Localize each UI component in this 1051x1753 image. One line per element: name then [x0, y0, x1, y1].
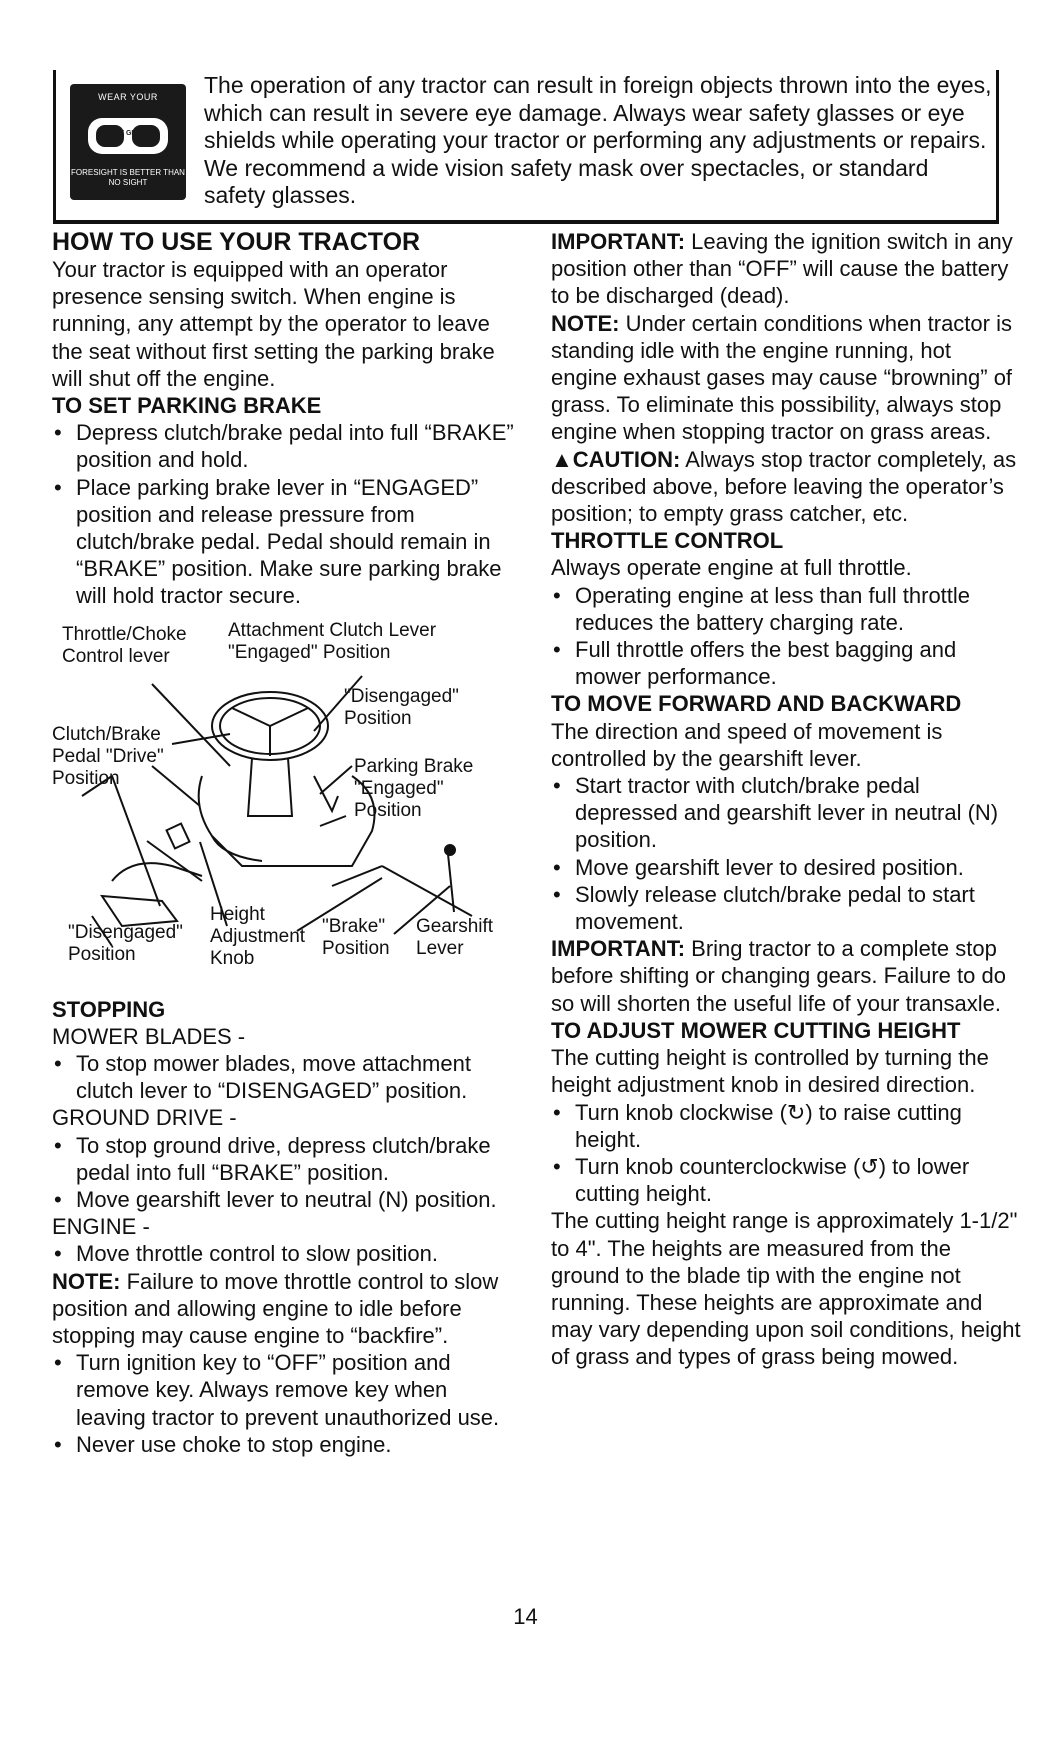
note-text: Under certain conditions when tractor is standing idle with the engine running, hot engine exhaust gases may cause “browning” of grass. To eliminate this possibility, always stop engine when stopping tractor on grass areas.: [551, 310, 1013, 445]
intro-paragraph: Your tractor is equipped with an operator presence sensing switch. When engine is running, any attempt by the operator to leave the seat without first setting the parking brake will shut off the engine.: [52, 257, 495, 391]
important-text: Leaving the ignition switch in any position other than “OFF” will cause the battery to be discharged (dead).: [551, 229, 1013, 309]
move-text: The direction and speed of movement is controlled by the gearshift lever.: [551, 718, 943, 771]
important-label: IMPORTANT:: [551, 229, 686, 254]
tractor-controls-diagram: [52, 616, 522, 994]
label-parking-brake: Parking Brake "Engaged" Position: [354, 755, 474, 821]
list-item: • Depress clutch/brake pedal into full “BRAKE” position and hold.: [52, 419, 522, 473]
list-item: • To stop ground drive, depress clutch/brake pedal into full “BRAKE” position.: [52, 1132, 522, 1186]
label-height-adjustment-knob: Height Adjustment Knob: [210, 903, 306, 969]
list-item: • Move throttle control to slow position.: [52, 1240, 522, 1267]
label-disengaged-left: "Disengaged" Position: [68, 921, 183, 965]
list-item: • Turn knob clockwise (↻) to raise cutting height.: [551, 1099, 1021, 1153]
section-title-how-to-use: HOW TO USE YOUR TRACTOR: [52, 228, 421, 256]
heading-stopping: STOPPING: [52, 996, 166, 1022]
note-label: NOTE:: [52, 1268, 121, 1294]
subheading-mower-blades: MOWER BLADES -: [52, 1023, 246, 1049]
icon-text-mid: SAFETY GLASSES: [96, 130, 160, 137]
list-item: • Turn ignition key to “OFF” position and remove key. Always remove key when leaving tractor to prevent unauthorized use.: [52, 1349, 522, 1431]
note-browning: [551, 310, 1021, 446]
subheading-ground-drive: GROUND DRIVE -: [52, 1105, 237, 1131]
label-brake-position: "Brake" Position: [322, 915, 390, 959]
caution-paragraph: [551, 446, 1021, 528]
list-item: • Start tractor with clutch/brake pedal depressed and gearshift lever in neutral (N) position.: [551, 772, 1021, 854]
left-column: [52, 228, 522, 1458]
safety-warning-text: The operation of any tractor can result in foreign objects thrown into the eyes, which can result in severe eye damage. Always wear safety glasses or eye shields while operating your tractor or performing any adjustments or repairs. We recommend a wide vision safety mask over spectacles, or standard safety glasses.: [204, 72, 992, 208]
list-item: • Move gearshift lever to neutral (N) position.: [52, 1186, 522, 1213]
heading-adjust-cutting-height: TO ADJUST MOWER CUTTING HEIGHT: [551, 1017, 961, 1043]
caution-icon: ▲: [551, 446, 573, 472]
heading-move-forward-backward: TO MOVE FORWARD AND BACKWARD: [551, 691, 962, 717]
note-label: NOTE:: [551, 310, 620, 336]
list-item: • Full throttle offers the best bagging and mower performance.: [551, 636, 1021, 690]
icon-text-top: WEAR YOUR: [98, 92, 158, 102]
note-text: Failure to move throttle control to slow position and allowing engine to idle before stopping may cause engine to “backfire”.: [52, 1268, 499, 1349]
adjust-text: The cutting height is controlled by turning the height adjustment knob in desired direction.: [551, 1045, 989, 1098]
label-clutch-brake-pedal: Clutch/Brake Pedal "Drive" Position: [52, 723, 164, 789]
range-text: The cutting height range is approximately 1-1/2" to 4". The heights are measured from the ground to the blade tip with the engine not running. These heights are approximate and may vary depending upon soil conditions, height of grass and types of grass being mowed.: [551, 1208, 1021, 1370]
list-item: • Slowly release clutch/brake pedal to start movement.: [551, 881, 1021, 935]
label-attachment-clutch: Attachment Clutch Lever "Engaged" Position: [228, 619, 437, 663]
caution-label: CAUTION:: [572, 446, 681, 472]
heading-parking-brake: TO SET PARKING BRAKE: [52, 393, 322, 419]
heading-throttle-control: THROTTLE CONTROL: [551, 528, 784, 554]
important-text: Bring tractor to a complete stop before shifting or changing gears. Failure to do so will shorten the useful life of your transaxle.: [551, 936, 1006, 1016]
list-item: • Never use choke to stop engine.: [52, 1431, 522, 1458]
list-item: • Move gearshift lever to desired position.: [551, 854, 1021, 881]
important-gears: [551, 935, 1021, 1017]
subheading-engine: ENGINE -: [52, 1214, 150, 1240]
throttle-text: Always operate engine at full throttle.: [551, 555, 912, 581]
page-number: 14: [513, 1604, 538, 1629]
safety-warning-box: [53, 70, 999, 224]
right-column: [551, 228, 1021, 1371]
important-label: IMPORTANT:: [551, 936, 686, 962]
safety-glasses-icon: [70, 84, 186, 200]
label-disengaged-right: "Disengaged" Position: [344, 685, 459, 729]
label-gearshift-lever: Gearshift Lever: [416, 915, 494, 959]
label-throttle-choke: Throttle/Choke Control lever: [62, 623, 187, 667]
note-paragraph: [52, 1268, 522, 1350]
caution-text: Always stop tractor completely, as described above, before leaving the operator’s position; to empty grass catcher, etc.: [551, 446, 1017, 527]
icon-text-bottom: FORESIGHT IS BETTER THAN NO SIGHT: [71, 168, 185, 187]
list-item: • Place parking brake lever in “ENGAGED” position and release pressure from clutch/brake pedal. Pedal should remain in “BRAKE” position. Make sure parking brake will hold tractor secure.: [52, 474, 522, 610]
list-item: • Operating engine at less than full throttle reduces the battery charging rate.: [551, 582, 1021, 636]
important-ignition: [551, 228, 1021, 310]
list-item: • To stop mower blades, move attachment clutch lever to “DISENGAGED” position.: [52, 1050, 522, 1104]
list-item: • Turn knob counterclockwise (↺) to lower cutting height.: [551, 1153, 1021, 1207]
